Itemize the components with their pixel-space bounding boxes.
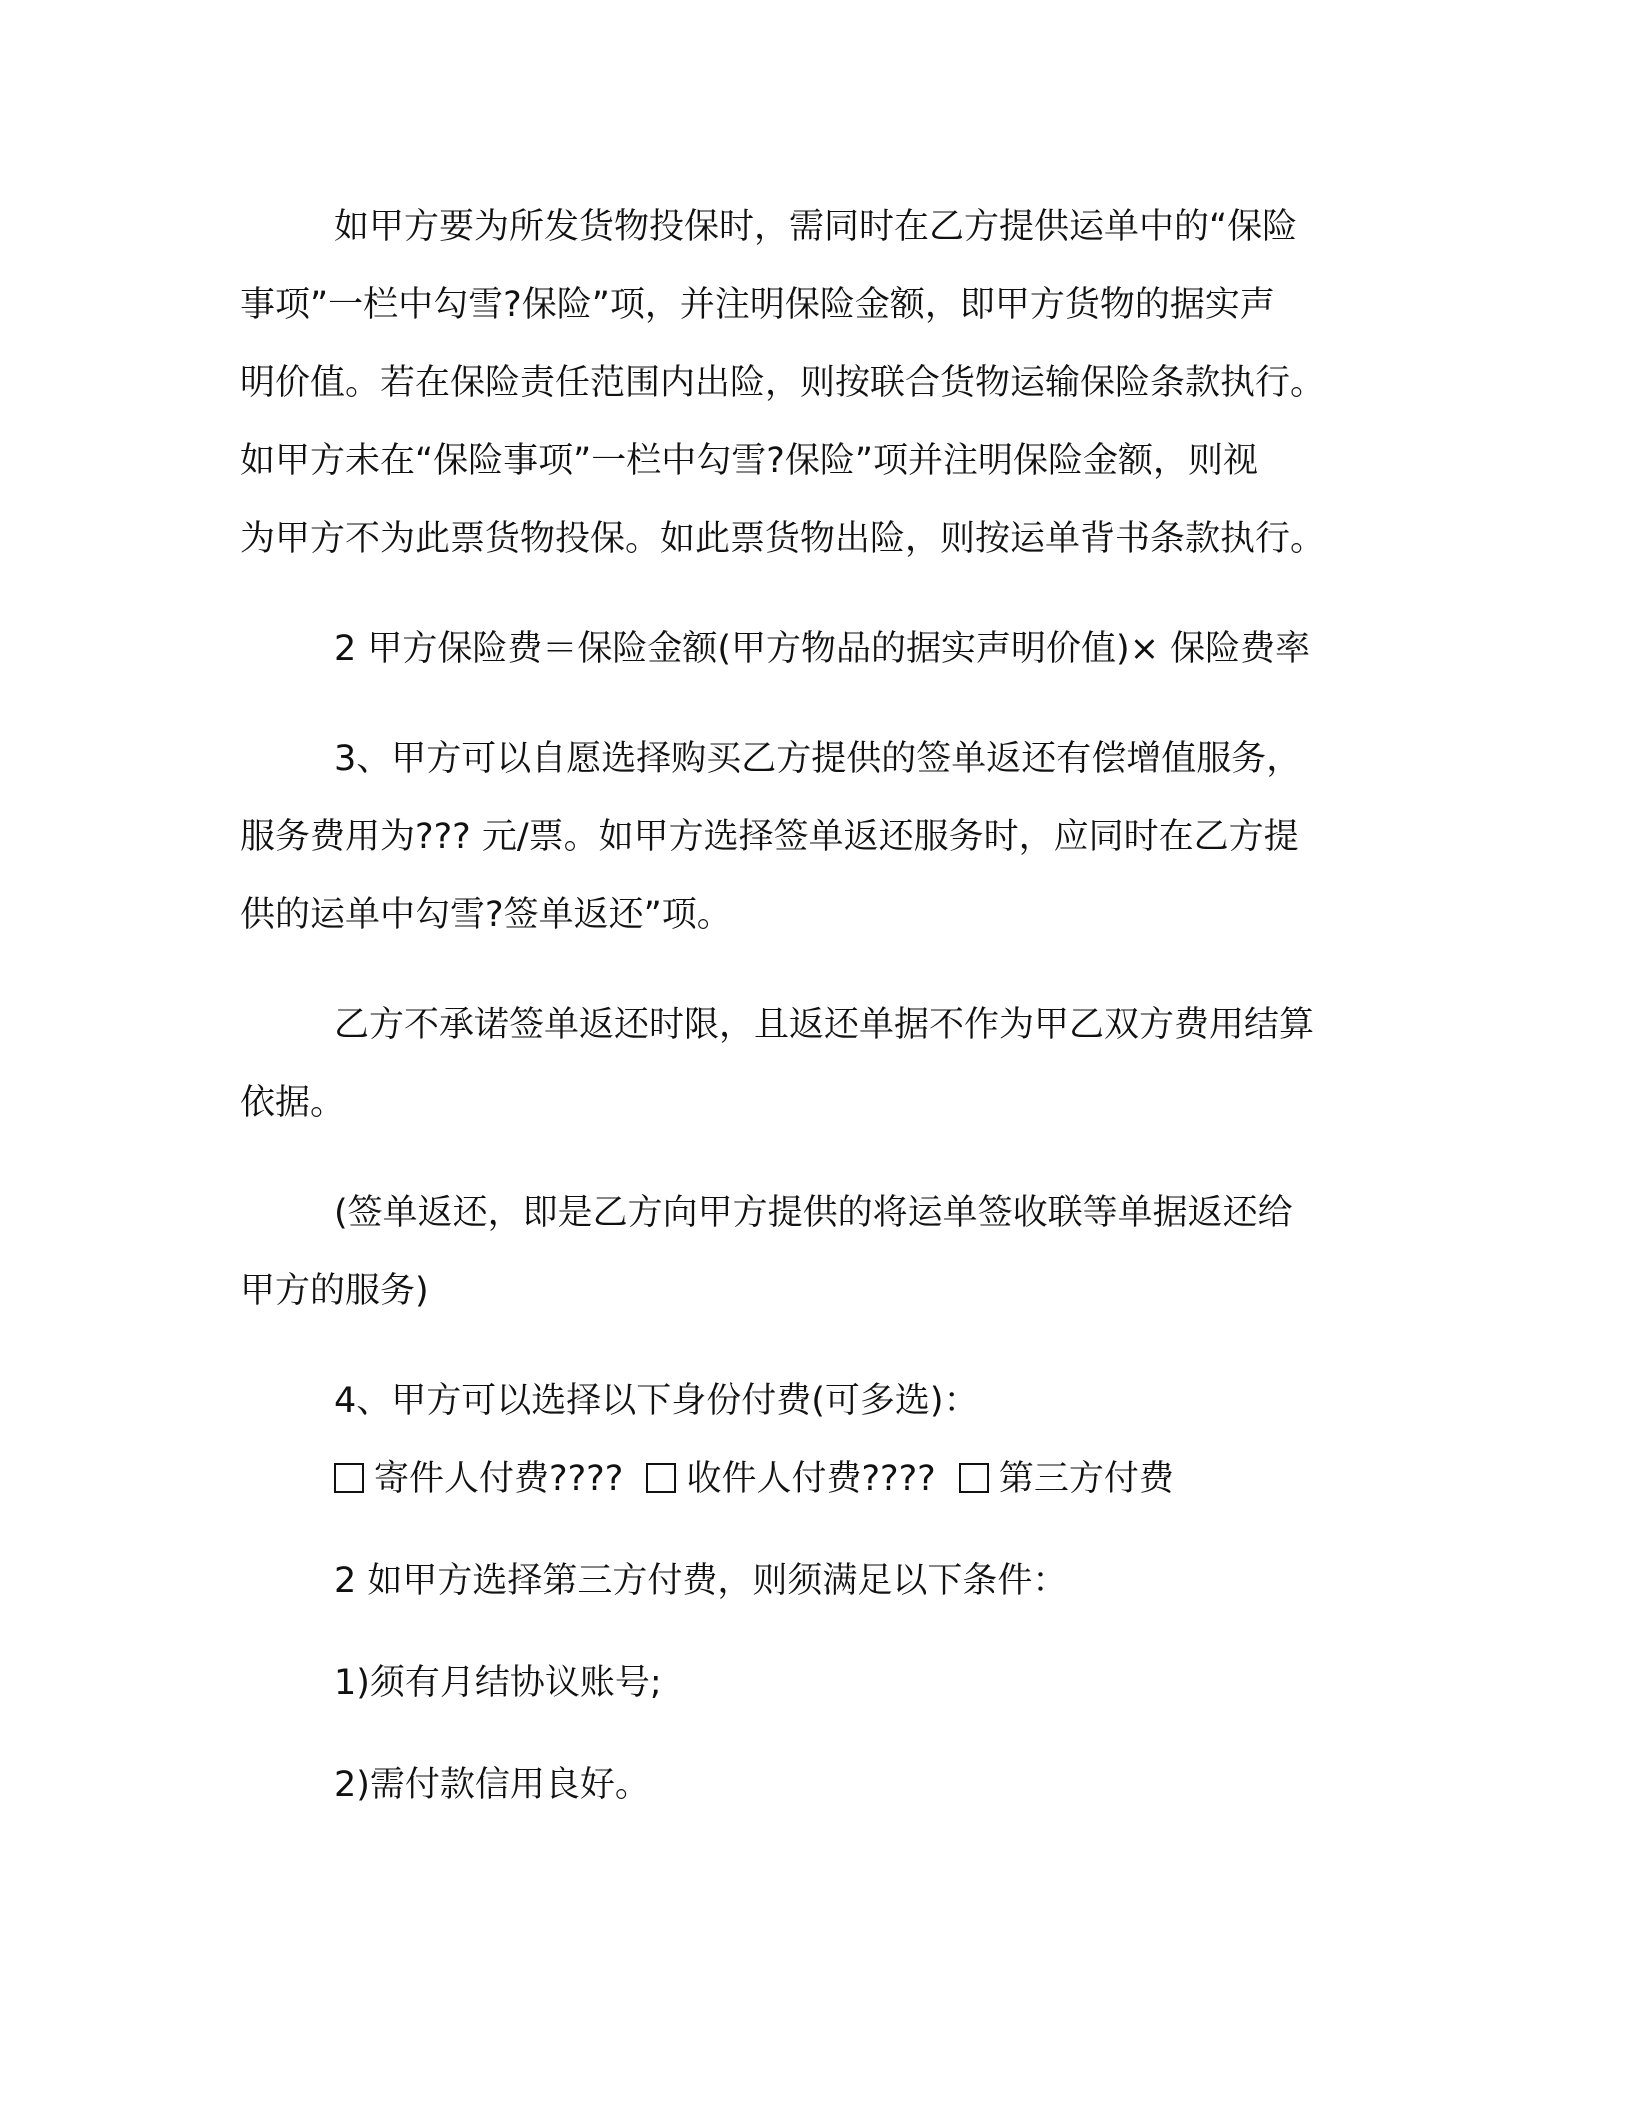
text-line: 供的运单中勾雪?签单返还”项。 (240, 895, 732, 935)
condition-2: 2)需付款信用良好。 (334, 1765, 650, 1805)
paragraph-premium-formula: 2 甲方保险费＝保险金额(甲方物品的据实声明价值)× 保险费率 (334, 629, 1311, 669)
text-line: 如甲方要为所发货物投保时，需同时在乙方提供运单中的“保险 (334, 207, 1298, 247)
text-line: 如甲方未在“保险事项”一栏中勾雪?保险”项并注明保险金额，则视 (240, 441, 1258, 481)
option-label-third-party: 第三方付费 (998, 1459, 1174, 1499)
text-line: 3、甲方可以自愿选择购买乙方提供的签单返还有偿增值服务， (334, 739, 1302, 779)
text-line: 服务费用为??? 元/票。如甲方选择签单返还服务时，应同时在乙方提 (240, 817, 1299, 857)
checkbox-third-party[interactable] (959, 1463, 989, 1493)
paragraph-no-time-limit (240, 986, 1370, 1142)
option-label-sender: 寄件人付费???? (374, 1459, 624, 1499)
text-line: 依据。 (240, 1083, 346, 1123)
paragraph-definition (240, 1174, 1370, 1330)
condition-1: 1)须有月结协议账号; (334, 1663, 662, 1703)
paragraph-third-party-conditions: 2 如甲方选择第三方付费，则须满足以下条件： (334, 1561, 1068, 1601)
document-page (240, 188, 1370, 1824)
option-label-recipient: 收件人付费???? (686, 1459, 936, 1499)
paragraph-payment-identity: 4、甲方可以选择以下身份付费(可多选)： (334, 1381, 979, 1421)
text-line: 明价值。若在保险责任范围内出险，则按联合货物运输保险条款执行。 (240, 363, 1326, 403)
text-line: 事项”一栏中勾雪?保险”项，并注明保险金额，即甲方货物的据实声 (240, 285, 1275, 325)
checkbox-sender[interactable] (334, 1463, 364, 1493)
paragraph-signature-return (240, 720, 1370, 954)
checkbox-recipient[interactable] (646, 1463, 676, 1493)
text-line: 为甲方不为此票货物投保。如此票货物出险，则按运单背书条款执行。 (240, 519, 1326, 559)
payment-options (240, 1440, 1370, 1518)
text-line: 乙方不承诺签单返还时限，且返还单据不作为甲乙双方费用结算 (334, 1005, 1315, 1045)
paragraph-insurance (240, 188, 1370, 578)
text-line: 甲方的服务) (240, 1271, 429, 1311)
text-line: (签单返还，即是乙方向甲方提供的将运单签收联等单据返还给 (334, 1193, 1293, 1233)
